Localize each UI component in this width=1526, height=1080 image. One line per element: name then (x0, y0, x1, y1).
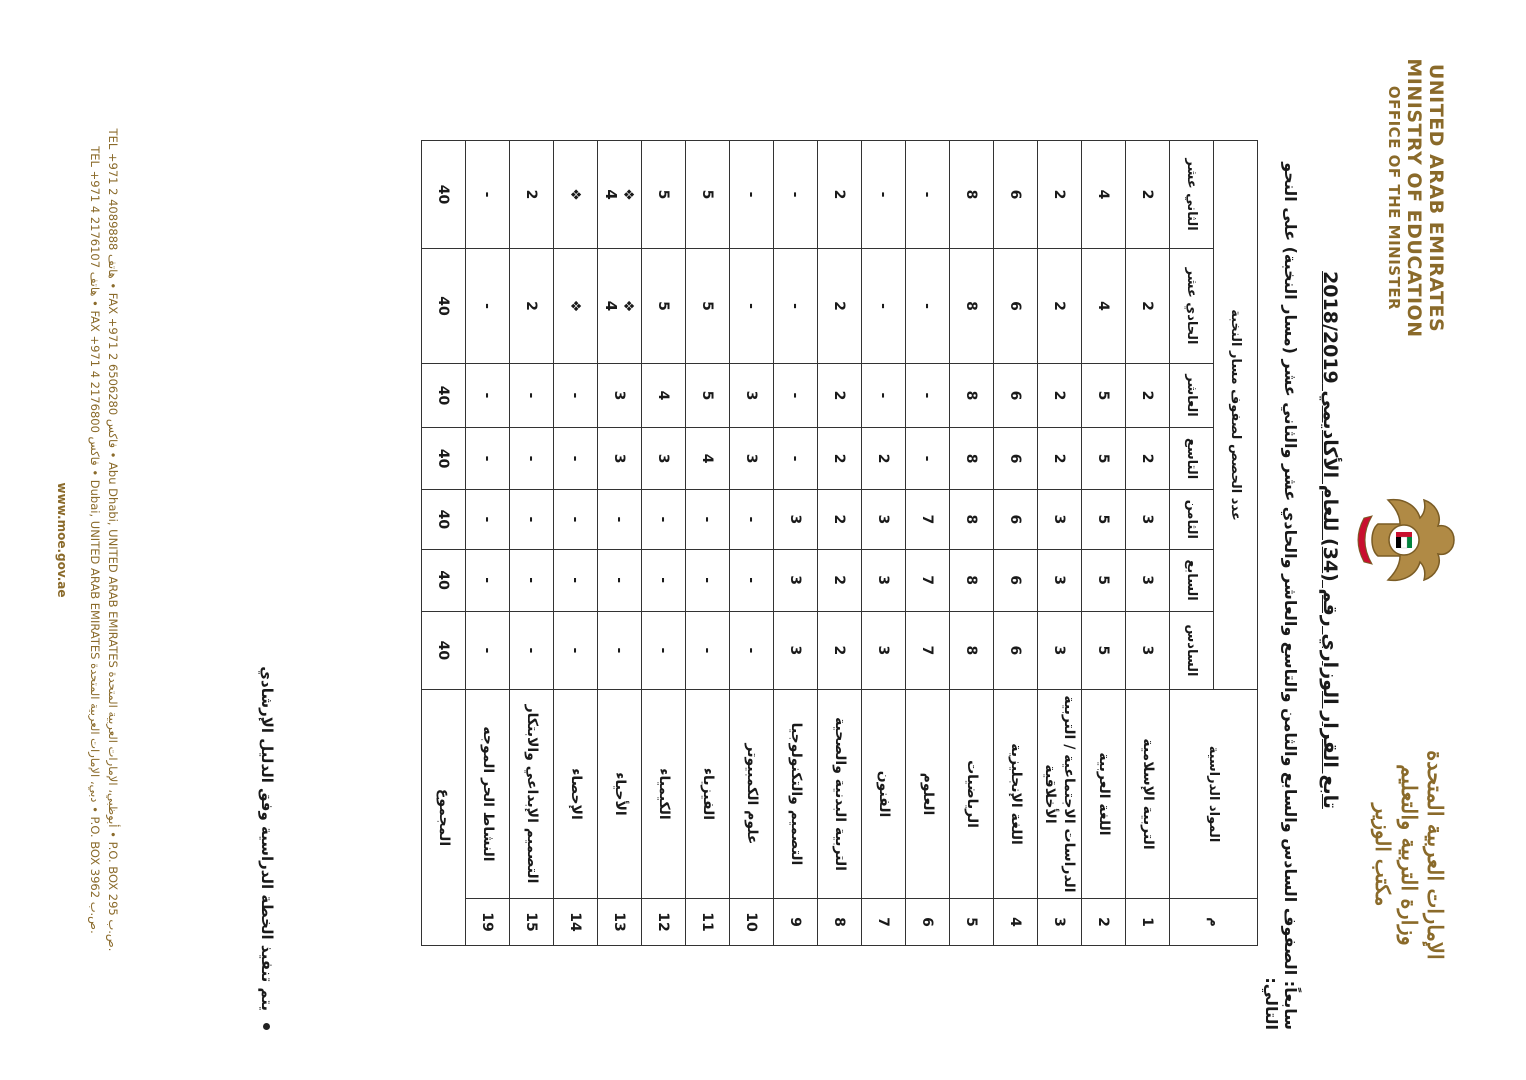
table-row (598, 141, 642, 946)
subject-cell: الدراسات الاجتماعية / التربية الأخلاقية (1038, 690, 1082, 899)
total-cell: 40 (422, 427, 466, 489)
period-cell: 2 (510, 141, 554, 249)
table-row (818, 141, 862, 946)
subject-cell: الفيزياء (686, 690, 730, 899)
grade-header: الثامن (1170, 490, 1214, 549)
star-cell: ❖ (554, 249, 598, 364)
period-cell: - (686, 611, 730, 689)
period-cell: - (906, 141, 950, 249)
period-cell: 8 (950, 490, 994, 549)
bullet-icon (263, 1023, 270, 1030)
period-cell: 6 (994, 490, 1038, 549)
col-subject-header: المواد الدراسية (1170, 690, 1258, 899)
period-cell: - (642, 549, 686, 611)
row-number: 8 (818, 899, 862, 946)
row-number: 3 (1038, 899, 1082, 946)
subject-cell: اللغة العربية (1082, 690, 1126, 899)
period-cell: 5 (686, 249, 730, 364)
arabic-letterhead (1371, 690, 1449, 1020)
period-cell: - (554, 549, 598, 611)
row-number: 7 (862, 899, 906, 946)
period-cell: 5 (1082, 611, 1126, 689)
period-cell: 3 (730, 363, 774, 427)
grade-header: السابع (1170, 549, 1214, 611)
star-cell (598, 141, 642, 249)
period-cell: 2 (1038, 249, 1082, 364)
period-cell: 6 (994, 427, 1038, 489)
period-cell: 4 (1082, 141, 1126, 249)
table-row (1038, 141, 1082, 946)
table-row (510, 141, 554, 946)
period-cell: 3 (862, 549, 906, 611)
period-cell: - (554, 611, 598, 689)
period-cell: - (554, 490, 598, 549)
period-cell: 2 (1038, 363, 1082, 427)
en-office: OFFICE OF THE MINISTER (1385, 85, 1404, 311)
footnote-text: يتم تنفيذ الخطة الدراسية وفق الدليل الإرشادي (258, 666, 276, 1011)
subject-cell: الأحياء (598, 690, 642, 899)
period-cell: 6 (994, 249, 1038, 364)
total-cell: 40 (422, 141, 466, 249)
total-cell: 40 (422, 549, 466, 611)
footer-website: www.moe.gov.ae (55, 482, 70, 598)
period-cell: 3 (1038, 611, 1082, 689)
table-row (686, 141, 730, 946)
star-cell: ❖ (554, 141, 598, 249)
period-cell: - (466, 427, 510, 489)
star-mark: ❖ (620, 299, 637, 313)
row-number: 10 (730, 899, 774, 946)
period-cell: - (862, 141, 906, 249)
period-cell: 6 (994, 611, 1038, 689)
subject-cell: الكيمياء (642, 690, 686, 899)
row-number: 4 (994, 899, 1038, 946)
period-cell: - (598, 549, 642, 611)
period-cell: 2 (1126, 363, 1170, 427)
row-number: 12 (642, 899, 686, 946)
period-cell: - (862, 249, 906, 364)
total-cell: 40 (422, 363, 466, 427)
subject-cell: الفنون (862, 690, 906, 899)
period-cell: - (510, 549, 554, 611)
group-header: عدد الحصص لصفوف مسار النخبة (1214, 141, 1258, 690)
footer-abudhabi: TEL +971 2 4089888 هاتف • FAX +971 2 6506280 فاكس • Abu Dhabi, UNITED ARAB EMIRATES أبوظبي، الإمارات العربية المتحدة • P.O. BOX 295 ص.ب. (106, 128, 120, 952)
period-cell: 5 (686, 141, 730, 249)
subject-cell: الرياضيات (950, 690, 994, 899)
row-number: 15 (510, 899, 554, 946)
subject-cell: التصميم الإبداعي والابتكار (510, 690, 554, 899)
table-row (1126, 141, 1170, 946)
footnote (258, 200, 276, 1030)
en-ministry: MINISTRY OF EDUCATION (1403, 58, 1426, 338)
period-cell: 6 (994, 549, 1038, 611)
period-cell: 5 (686, 363, 730, 427)
period-cell: - (466, 141, 510, 249)
subject-cell: التصميم والتكنولوجيا (774, 690, 818, 899)
period-cell: 3 (1038, 490, 1082, 549)
period-cell: 6 (994, 141, 1038, 249)
timetable-table (421, 140, 1258, 946)
subject-cell: التربية الإسلامية (1126, 690, 1170, 899)
period-cell: 8 (950, 549, 994, 611)
period-cell: 2 (818, 549, 862, 611)
period-cell: 3 (862, 490, 906, 549)
period-cell: 3 (642, 427, 686, 489)
period-cell: - (466, 549, 510, 611)
en-country: UNITED ARAB EMIRATES (1425, 63, 1447, 333)
row-number: 5 (950, 899, 994, 946)
period-cell: 2 (862, 427, 906, 489)
row-number: 1 (1126, 899, 1170, 946)
period-cell: 7 (906, 549, 950, 611)
grade-header: السادس (1170, 611, 1214, 689)
ar-country: الإمارات العربية المتحدة (1423, 750, 1448, 960)
table-row (774, 141, 818, 946)
total-label: المجموع (422, 690, 466, 946)
period-cell: - (686, 490, 730, 549)
period-cell: - (730, 141, 774, 249)
period-cell: 2 (1038, 427, 1082, 489)
table-row (554, 141, 598, 946)
subject-cell: العلوم (906, 690, 950, 899)
footer-dubai: TEL +971 4 2176107 هاتف • FAX +971 4 2176800 فاكس • Dubai, UNITED ARAB EMIRATES دبي، الإمارات العربية المتحدة • P.O. BOX 3962 ص.ب. (88, 146, 103, 934)
period-cell: 2 (818, 363, 862, 427)
period-cell: 2 (1126, 141, 1170, 249)
document-title: تابع القرار الوزاري رقم (34) للعام الأكاديمي 2018/2019 (1319, 271, 1341, 809)
subject-cell: اللغة الإنجليزية (994, 690, 1038, 899)
row-number: 11 (686, 899, 730, 946)
period-cell: 5 (642, 141, 686, 249)
period-cell: 2 (818, 249, 862, 364)
table-row (642, 141, 686, 946)
row-number: 6 (906, 899, 950, 946)
period-cell: 3 (774, 490, 818, 549)
total-cell: 40 (422, 249, 466, 364)
period-cell: 6 (994, 363, 1038, 427)
period-cell: - (730, 549, 774, 611)
subject-cell: الإحصاء (554, 690, 598, 899)
table-header-row (1214, 141, 1258, 946)
period-cell: 3 (774, 549, 818, 611)
period-cell: 5 (1082, 427, 1126, 489)
total-cell: 40 (422, 490, 466, 549)
period-cell: - (598, 490, 642, 549)
period-cell: 2 (1126, 249, 1170, 364)
period-cell: 3 (862, 611, 906, 689)
section-intro: سابعاً: الصفوف السادس والسابع والثامن والتاسع والعاشر والحادي عشر والثاني عشر (مسار النخبة) على النحو التالي: (1262, 162, 1300, 1030)
period-cell: - (598, 611, 642, 689)
table-row (862, 141, 906, 946)
period-cell: 3 (1126, 490, 1170, 549)
letterhead-footer (53, 80, 121, 1000)
star-mark: ❖ (620, 188, 637, 201)
period-cell: - (466, 490, 510, 549)
table-row (730, 141, 774, 946)
period-cell: - (774, 427, 818, 489)
table-row (906, 141, 950, 946)
period-cell: 8 (950, 249, 994, 364)
star-cell (598, 249, 642, 364)
period-cell: - (554, 363, 598, 427)
period-cell: 2 (818, 611, 862, 689)
table-row (1082, 141, 1126, 946)
grade-header: العاشر (1170, 363, 1214, 427)
period-cell: - (510, 363, 554, 427)
period-cell: 2 (510, 249, 554, 364)
table-row (950, 141, 994, 946)
period-cell: 3 (598, 427, 642, 489)
period-cell: - (466, 249, 510, 364)
period-cell: 8 (950, 611, 994, 689)
ar-office: مكتب الوزير (1371, 803, 1396, 907)
uae-emblem-icon (1352, 490, 1462, 590)
subject-cell: علوم الكمبيوتر (730, 690, 774, 899)
period-cell: - (906, 427, 950, 489)
merged-value: 4 (602, 189, 621, 200)
period-cell: - (730, 611, 774, 689)
period-cell: 2 (818, 141, 862, 249)
period-cell: 4 (1082, 249, 1126, 364)
subject-cell: التربية البدنية والصحية (818, 690, 862, 899)
period-cell: 4 (686, 427, 730, 489)
table-row (466, 141, 510, 946)
period-cell: - (642, 611, 686, 689)
period-cell: 2 (1126, 427, 1170, 489)
period-cell: 5 (1082, 490, 1126, 549)
period-cell: 5 (642, 249, 686, 364)
subject-cell: النشاط الحر الموجه (466, 690, 510, 899)
grade-header: الحادي عشر (1170, 249, 1214, 364)
period-cell: 3 (774, 611, 818, 689)
row-number: 19 (466, 899, 510, 946)
period-cell: - (730, 490, 774, 549)
period-cell: 3 (1126, 611, 1170, 689)
period-cell: - (466, 611, 510, 689)
row-number: 13 (598, 899, 642, 946)
period-cell: 7 (906, 611, 950, 689)
total-row (422, 141, 466, 946)
row-number: 9 (774, 899, 818, 946)
period-cell: 2 (818, 427, 862, 489)
grade-header: التاسع (1170, 427, 1214, 489)
period-cell: - (862, 363, 906, 427)
period-cell: - (730, 249, 774, 364)
period-cell: 3 (1038, 549, 1082, 611)
period-cell: 5 (1082, 363, 1126, 427)
period-cell: 7 (906, 490, 950, 549)
period-cell: 8 (950, 363, 994, 427)
period-cell: - (686, 549, 730, 611)
period-cell: - (774, 249, 818, 364)
ar-ministry: وزارة التربية والتعليم (1396, 764, 1422, 946)
col-num-header: م (1170, 899, 1258, 946)
period-cell: - (510, 427, 554, 489)
period-cell: - (510, 490, 554, 549)
total-cell: 40 (422, 611, 466, 689)
table-row (994, 141, 1038, 946)
period-cell: 2 (1038, 141, 1082, 249)
grade-header: الثاني عشر (1170, 141, 1214, 249)
period-cell: 3 (1126, 549, 1170, 611)
row-number: 14 (554, 899, 598, 946)
period-cell: - (642, 490, 686, 549)
period-cell: - (774, 141, 818, 249)
period-cell: 4 (642, 363, 686, 427)
merged-value: 4 (602, 300, 621, 312)
period-cell: - (774, 363, 818, 427)
period-cell: 2 (818, 490, 862, 549)
period-cell: - (510, 611, 554, 689)
period-cell: 8 (950, 141, 994, 249)
period-cell: - (466, 363, 510, 427)
period-cell: 3 (598, 363, 642, 427)
period-cell: 8 (950, 427, 994, 489)
row-number: 2 (1082, 899, 1126, 946)
english-letterhead (1385, 48, 1446, 348)
period-cell: 5 (1082, 549, 1126, 611)
period-cell: - (906, 249, 950, 364)
period-cell: - (554, 427, 598, 489)
period-cell: - (906, 363, 950, 427)
period-cell: 3 (730, 427, 774, 489)
